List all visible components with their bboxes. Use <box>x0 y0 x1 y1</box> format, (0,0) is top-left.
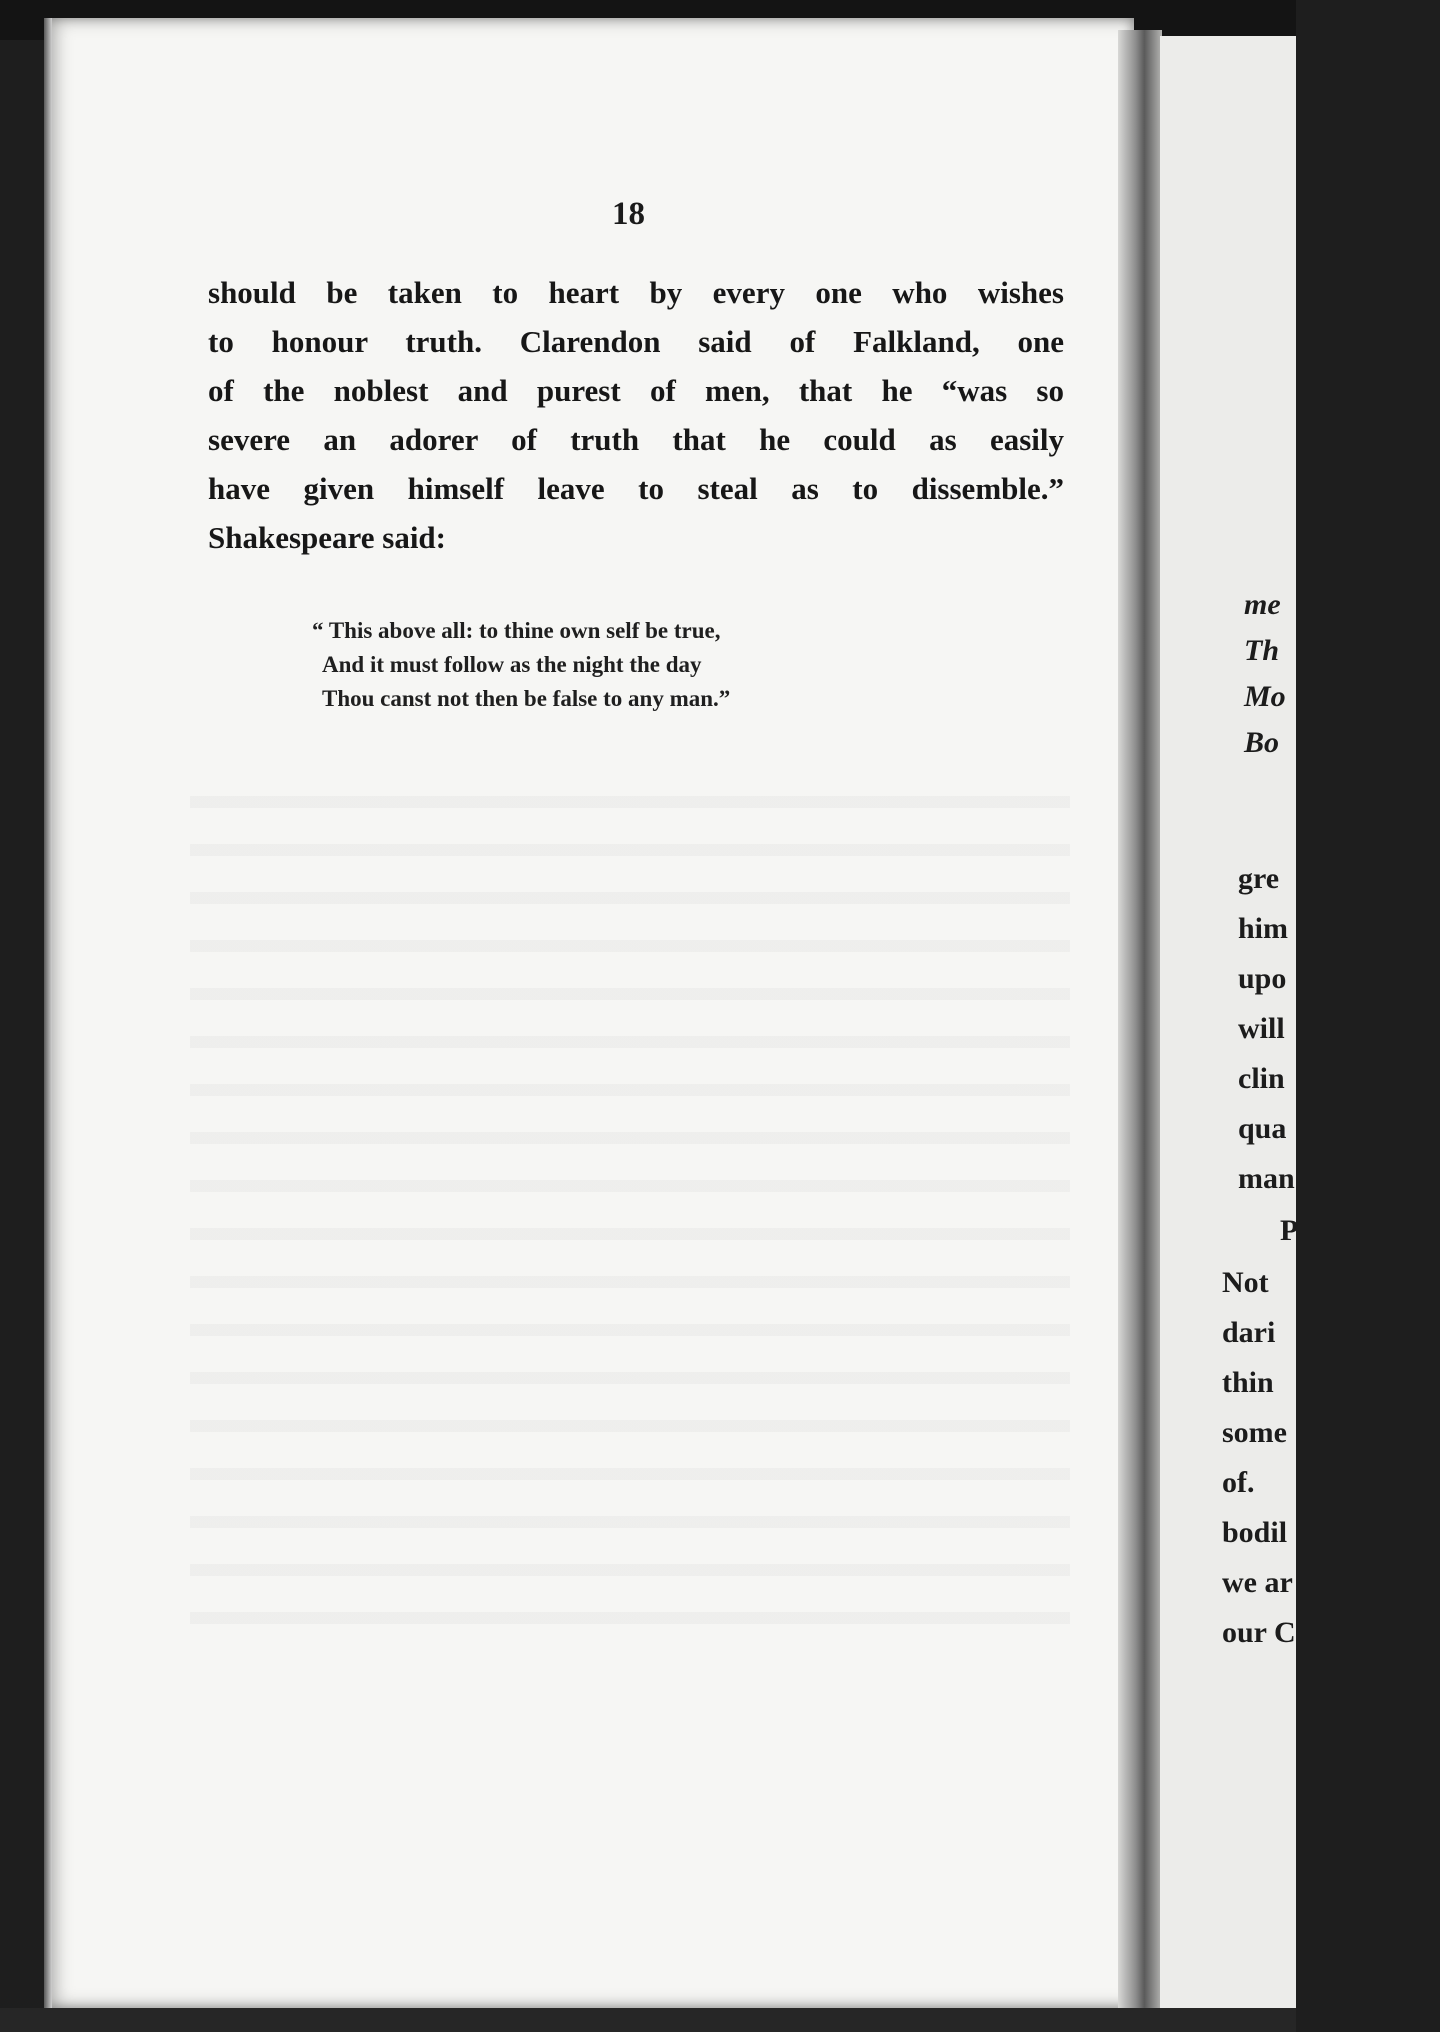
facing-line: our C <box>1222 1616 1296 1649</box>
body-line: Shakespeare said: <box>208 520 446 555</box>
facing-line: bodil <box>1222 1516 1288 1549</box>
facing-line: me <box>1244 588 1281 621</box>
body-line: of the noblest and purest of men, that he “was so <box>208 373 1064 408</box>
body-line: should be taken to heart by every one who wishes <box>208 275 1064 310</box>
page-number: 18 <box>612 196 645 232</box>
facing-line: P <box>1280 1214 1299 1247</box>
page-edge-shadow <box>44 18 52 2008</box>
facing-line: some <box>1222 1416 1287 1449</box>
book-gutter <box>1118 30 1162 2032</box>
facing-line: we ar <box>1222 1566 1293 1599</box>
facing-line: qua <box>1238 1112 1287 1145</box>
facing-line: gre <box>1238 862 1280 895</box>
quote-line: And it must follow as the night the day <box>322 652 702 677</box>
facing-line: thin <box>1222 1366 1274 1399</box>
quote-line: “ This above all: to thine own self be true, <box>312 618 721 643</box>
facing-line: Bo <box>1244 726 1280 759</box>
shakespeare-quote <box>312 614 942 716</box>
facing-line: Th <box>1244 634 1280 667</box>
bleed-through-texture <box>190 760 1070 1660</box>
quote-line: Thou canst not then be false to any man.” <box>322 686 731 711</box>
facing-line: man <box>1238 1162 1295 1195</box>
scanner-bottom-band <box>0 2008 1296 2032</box>
facing-line: dari <box>1222 1316 1276 1349</box>
facing-line: upo <box>1238 962 1287 995</box>
facing-line: Mo <box>1244 680 1286 713</box>
body-line: severe an adorer of truth that he could as easily <box>208 422 1064 457</box>
facing-line: Not <box>1222 1266 1269 1299</box>
facing-page <box>1160 36 1299 2032</box>
facing-line: of. <box>1222 1466 1255 1499</box>
facing-line: clin <box>1238 1062 1285 1095</box>
facing-line: him <box>1238 912 1289 945</box>
body-paragraph <box>208 268 1064 562</box>
facing-line: will <box>1238 1012 1285 1045</box>
body-line: to honour truth. Clarendon said of Falkland, one <box>208 324 1064 359</box>
body-line: have given himself leave to steal as to dissemble.” <box>208 471 1064 506</box>
